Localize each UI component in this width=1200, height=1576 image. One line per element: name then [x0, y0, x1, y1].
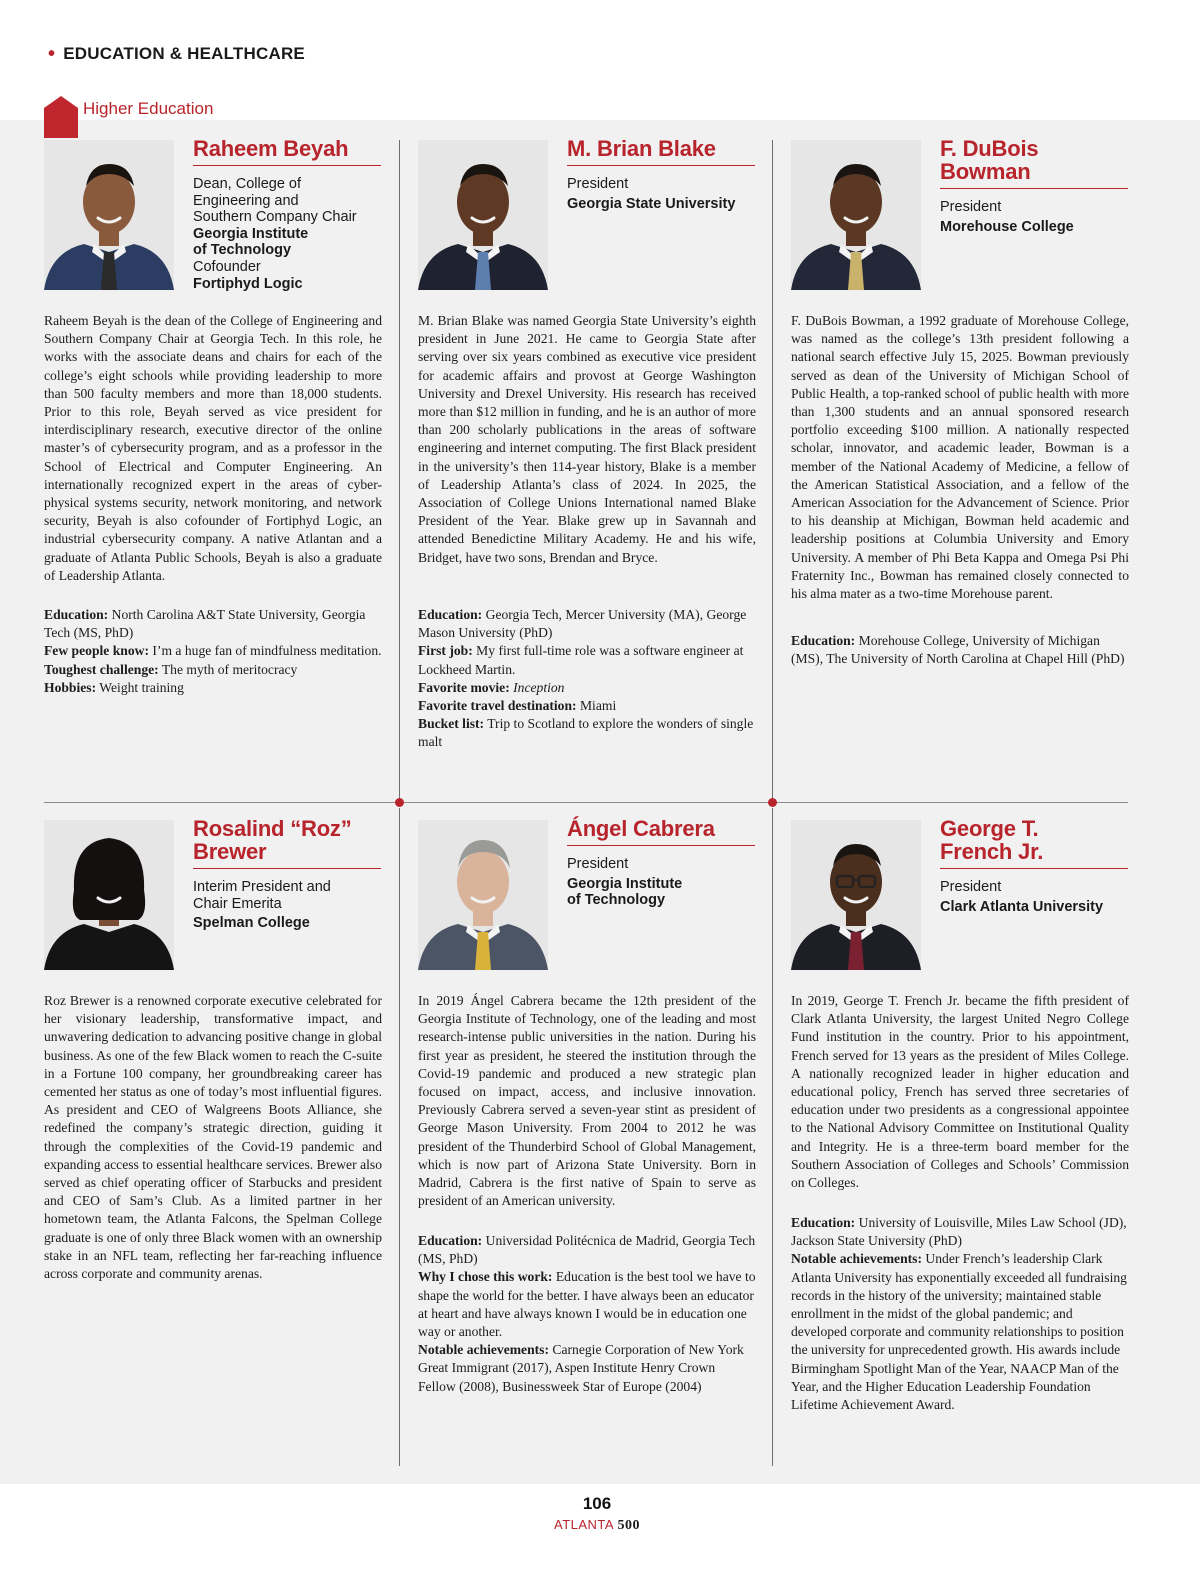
biography-text: In 2019, George T. French Jr. became the fifth president of Clark Atlanta University, the largest United Negro College Fund institution in the country. Prior to his appointment, French served for 13 years as the president of Miles College. A nationally recognized leader in higher education and educational policy, French has served three secretaries of education under two presidents as a congressional appointee to the National Advisory Committee on Institutional Quality and Integrity. He is a three-term board member for the Southern Association of Colleges and Schools’ Commission on Colleges.	[791, 993, 1129, 1191]
fact-item	[418, 697, 756, 715]
fact-item	[791, 1250, 1129, 1414]
fact-item	[418, 1232, 756, 1268]
fact-value: North Carolina A&T State University, Georgia Tech (MS, PhD)	[44, 607, 366, 641]
organization-line: Georgia State University	[567, 195, 736, 212]
person-name-line: Rosalind “Roz”	[193, 816, 352, 841]
person-name	[193, 817, 381, 869]
fact-label: Favorite movie:	[418, 679, 510, 695]
portrait-photo	[44, 140, 174, 290]
facts-list	[418, 606, 756, 752]
role-line: Engineering and	[193, 192, 299, 209]
role-line: President	[567, 176, 629, 192]
fact-label: Education:	[44, 607, 109, 622]
fact-value: Education is the best tool we have to shape the world for the better. I have always been an educator at heart and have always known I would be in education one way or another.	[418, 1269, 756, 1340]
fact-value: Trip to Scotland to explore the wonders of single malt	[418, 716, 754, 750]
subsection-label: Higher Education	[83, 99, 214, 118]
brand-word: ATLANTA	[554, 1517, 614, 1532]
person-name-line: George T.	[940, 816, 1039, 841]
role-line: Cofounder	[193, 258, 261, 275]
fact-item	[418, 1341, 756, 1396]
fact-label: Toughest challenge:	[44, 661, 159, 677]
person-name-line: F. DuBois	[940, 136, 1039, 161]
person-name	[940, 817, 1128, 869]
fact-label: Education:	[418, 1233, 483, 1248]
column-divider	[772, 140, 773, 802]
brand-number: 500	[617, 1518, 640, 1533]
fact-value: Weight training	[99, 679, 184, 695]
role-line: President	[940, 199, 1002, 215]
profile-card	[44, 816, 382, 1460]
fact-label: Education:	[791, 1215, 856, 1230]
fact-item	[791, 1214, 1129, 1250]
fact-label: Education:	[791, 633, 856, 648]
fact-value: Universidad Politécnica de Madrid, Georgia Tech (MS, PhD)	[418, 1233, 756, 1267]
name-block	[940, 817, 1128, 915]
organization-line: Clark Atlanta University	[940, 898, 1104, 915]
fact-value: I’m a huge fan of mindfulness meditation.	[152, 643, 382, 659]
fact-label: First job:	[418, 643, 473, 659]
fact-item	[44, 642, 382, 660]
organization-line: Georgia Institute	[193, 225, 309, 242]
fact-item	[44, 661, 382, 679]
name-block	[193, 137, 381, 292]
person-titles	[193, 176, 381, 292]
fact-value: Carnegie Corporation of New York Great Immigrant (2017), Aspen Institute Henry Crown Fellow (2008), Businessweek Star of Europe (2004)	[418, 1342, 744, 1394]
fact-value: The myth of meritocracy	[161, 661, 298, 677]
organization-line: of Technology	[567, 892, 666, 909]
fact-item	[44, 679, 382, 697]
portrait-photo	[418, 140, 548, 290]
person-titles	[940, 879, 1128, 915]
fact-label: Bucket list:	[418, 716, 485, 732]
name-block	[567, 817, 755, 909]
person-name-line: Ángel Cabrera	[567, 816, 715, 841]
name-block	[940, 137, 1128, 235]
organization-line: Georgia Institute	[567, 875, 683, 892]
fact-label: Few people know:	[44, 643, 149, 659]
facts-list	[791, 632, 1129, 668]
facts-list	[791, 1214, 1129, 1414]
person-titles	[193, 879, 381, 932]
column-divider	[399, 808, 400, 1466]
fact-value: Under French’s leadership Clark Atlanta University has exponentially exceeded all fundraising records in the history of the university; maintained stable enrollment in the midst of the global pandemic; and developed corporate and community relationships to position the university for unprecedented growth. His awards include Birmingham Spotlight Man of the Year, NAACP Man of the Year, and the Higher Education Leadership Foundation Lifetime Achievement Award.	[791, 1251, 1127, 1413]
fact-item	[418, 606, 756, 642]
bullet-icon: •	[48, 43, 56, 65]
profile-card	[791, 816, 1129, 1460]
person-name	[567, 817, 755, 846]
column-divider	[772, 808, 773, 1466]
biography-text: In 2019 Ángel Cabrera became the 12th president of the Georgia Institute of Technology, one of the leading and most research-intense public universities in the nation. During his first year as president, he steered the institution through the Covid-19 pandemic and produced a new strategic plan focused on impact, access, and inclusive innovation. Previously Cabrera served a seven-year stint as president of George Mason University. From 2004 to 2012 he was president of the Thunderbird School of Global Management, which is now part of Arizona State University. Born in Madrid, Cabrera is the first native of Spain to serve as president of an American university.	[418, 993, 756, 1209]
biography-text: Raheem Beyah is the dean of the College of Engineering and Southern Company Chair at Georgia Tech. In this role, he works with the associate deans and chairs for each of the college’s eight schools while providing leadership to more than 500 faculty members and more than 18,000 students. Prior to this role, Beyah served as vice president for interdisciplinary research, executive director of the online master’s of cybersecurity program, and as a professor in the School of Electrical and Computer Engineering. An internationally recognized expert in the areas of cyber-physical systems security, network monitoring, and network security, Beyah is also cofounder of Fortiphyd Logic, an industrial cybersecurity company. A native Atlantan and a graduate of Atlanta Public Schools, Beyah is also a graduate of Leadership Atlanta.	[44, 313, 382, 583]
person-name-line: French Jr.	[940, 839, 1044, 864]
portrait-photo	[791, 820, 921, 970]
fact-item	[418, 642, 756, 678]
person-name-line: Bowman	[940, 159, 1031, 184]
portrait-photo	[44, 820, 174, 970]
fact-item	[418, 679, 756, 697]
column-divider	[399, 140, 400, 802]
role-line: Interim President and	[193, 879, 331, 895]
person-titles	[940, 199, 1128, 235]
biography-text: Roz Brewer is a renowned corporate executive celebrated for her visionary leadership, transformative impact, and unwavering dedication to advancing positive change in global business. As one of the few Black women to reach the C-suite in a Fortune 100 company, her groundbreaking career has cemented her status as one of today’s most influential figures. As president and CEO of Walgreens Boots Alliance, she redefined the company’s strategic direction, guiding it through the complexities of the Covid-19 pandemic and expanding access to essential healthcare services. Brewer also served as chief operating officer of Starbucks and president and CEO of Sam’s Club. As a limited partner in her hometown team, the Atlanta Falcons, the Spelman College graduate is one of only three Black women with an ownership stake in an NFL team, reflecting her far-reaching influence across corporate and community arenas.	[44, 993, 382, 1282]
section-title: EDUCATION & HEALTHCARE	[63, 44, 305, 63]
role-line: President	[940, 879, 1002, 895]
fact-value: University of Louisville, Miles Law School (JD), Jackson State University (PhD)	[791, 1215, 1127, 1249]
fact-value: Morehouse College, University of Michigan (MS), The University of North Carolina at Chapel Hill (PhD)	[791, 633, 1125, 667]
fact-value: My first full-time role was a software engineer at Lockheed Martin.	[418, 643, 744, 677]
role-line: President	[567, 856, 629, 872]
organization-line: Fortiphyd Logic	[193, 275, 303, 292]
fact-value: Inception	[513, 679, 565, 695]
fact-label: Notable achievements:	[418, 1342, 549, 1358]
organization-line: Spelman College	[193, 915, 310, 932]
person-titles	[567, 176, 755, 212]
person-name	[940, 137, 1128, 189]
organization-line: of Technology	[193, 242, 292, 259]
person-name-line: M. Brian Blake	[567, 136, 716, 161]
divider-node-icon	[395, 798, 404, 807]
fact-value: Georgia Tech, Mercer University (MA), George Mason University (PhD)	[418, 607, 747, 641]
role-line: Chair Emerita	[193, 895, 282, 912]
publication-brand	[0, 1517, 1194, 1534]
person-name	[567, 137, 755, 166]
name-block	[567, 137, 755, 212]
person-name-line: Raheem Beyah	[193, 136, 349, 161]
profile-card	[418, 136, 756, 780]
fact-value: Miami	[579, 698, 617, 714]
fact-item	[44, 606, 382, 642]
fact-label: Notable achievements:	[791, 1251, 922, 1267]
person-name-line: Brewer	[193, 839, 267, 864]
divider-node-icon	[768, 798, 777, 807]
role-line: Southern Company Chair	[193, 209, 357, 226]
profile-card	[418, 816, 756, 1460]
row-divider	[44, 802, 1128, 803]
biography-text: M. Brian Blake was named Georgia State University’s eighth president in June 2021. He came to Georgia State after serving over six years combined as executive vice president for academic affairs and provost at George Washington University and Drexel University. His research has received more than $12 million in funding, and he is an author of more than 200 scholarly publications in the areas of software engineering and internet computing. The first Black president in the university’s then 114-year history, Blake is a member of Leadership Atlanta’s class of 2024. In 2025, the Association of College Unions International named Blake President of the Year. Blake grew up in Savannah and attended Benedictine Military Academy. He and his wife, Bridget, have two sons, Brendan and Bryce.	[418, 313, 756, 565]
bookmark-flag-icon	[44, 96, 78, 138]
role-line: Dean, College of	[193, 176, 302, 192]
fact-label: Why I chose this work:	[418, 1269, 553, 1285]
fact-item	[418, 1268, 756, 1341]
facts-list	[44, 606, 382, 697]
profile-card	[791, 136, 1129, 780]
page-number: 106	[582, 1494, 612, 1513]
organization-line: Morehouse College	[940, 218, 1074, 235]
person-name	[193, 137, 381, 166]
fact-item	[418, 715, 756, 751]
fact-label: Education:	[418, 607, 483, 622]
person-titles	[567, 856, 755, 909]
fact-label: Favorite travel destination:	[418, 698, 577, 714]
fact-item	[791, 632, 1129, 668]
facts-list	[418, 1232, 756, 1396]
profile-card	[44, 136, 382, 780]
name-block	[193, 817, 381, 932]
section-header	[48, 44, 305, 64]
fact-label: Hobbies:	[44, 679, 97, 695]
portrait-photo	[791, 140, 921, 290]
biography-text: F. DuBois Bowman, a 1992 graduate of Morehouse College, was named as the college’s 13th president following a national search effective July 15, 2025. Bowman previously served as dean of the University of Michigan School of Public Health, a top-ranked school of public health with more than 1,300 students and an annual sponsored research portfolio exceeding $100 million. A nationally respected scholar, innovator, and academic leader, Bowman is a member of the National Academy of Medicine, a fellow of the American Statistical Association, and a fellow of the American Association for the Advancement of Science. Prior to his deanship at Michigan, Bowman held academic and leadership positions at Columbia University and Emory University. A member of Phi Beta Kappa and Omega Psi Phi Fraternity Inc., Bowman has remained closely connected to his alma mater as a two-time Morehouse parent.	[791, 313, 1129, 602]
portrait-photo	[418, 820, 548, 970]
